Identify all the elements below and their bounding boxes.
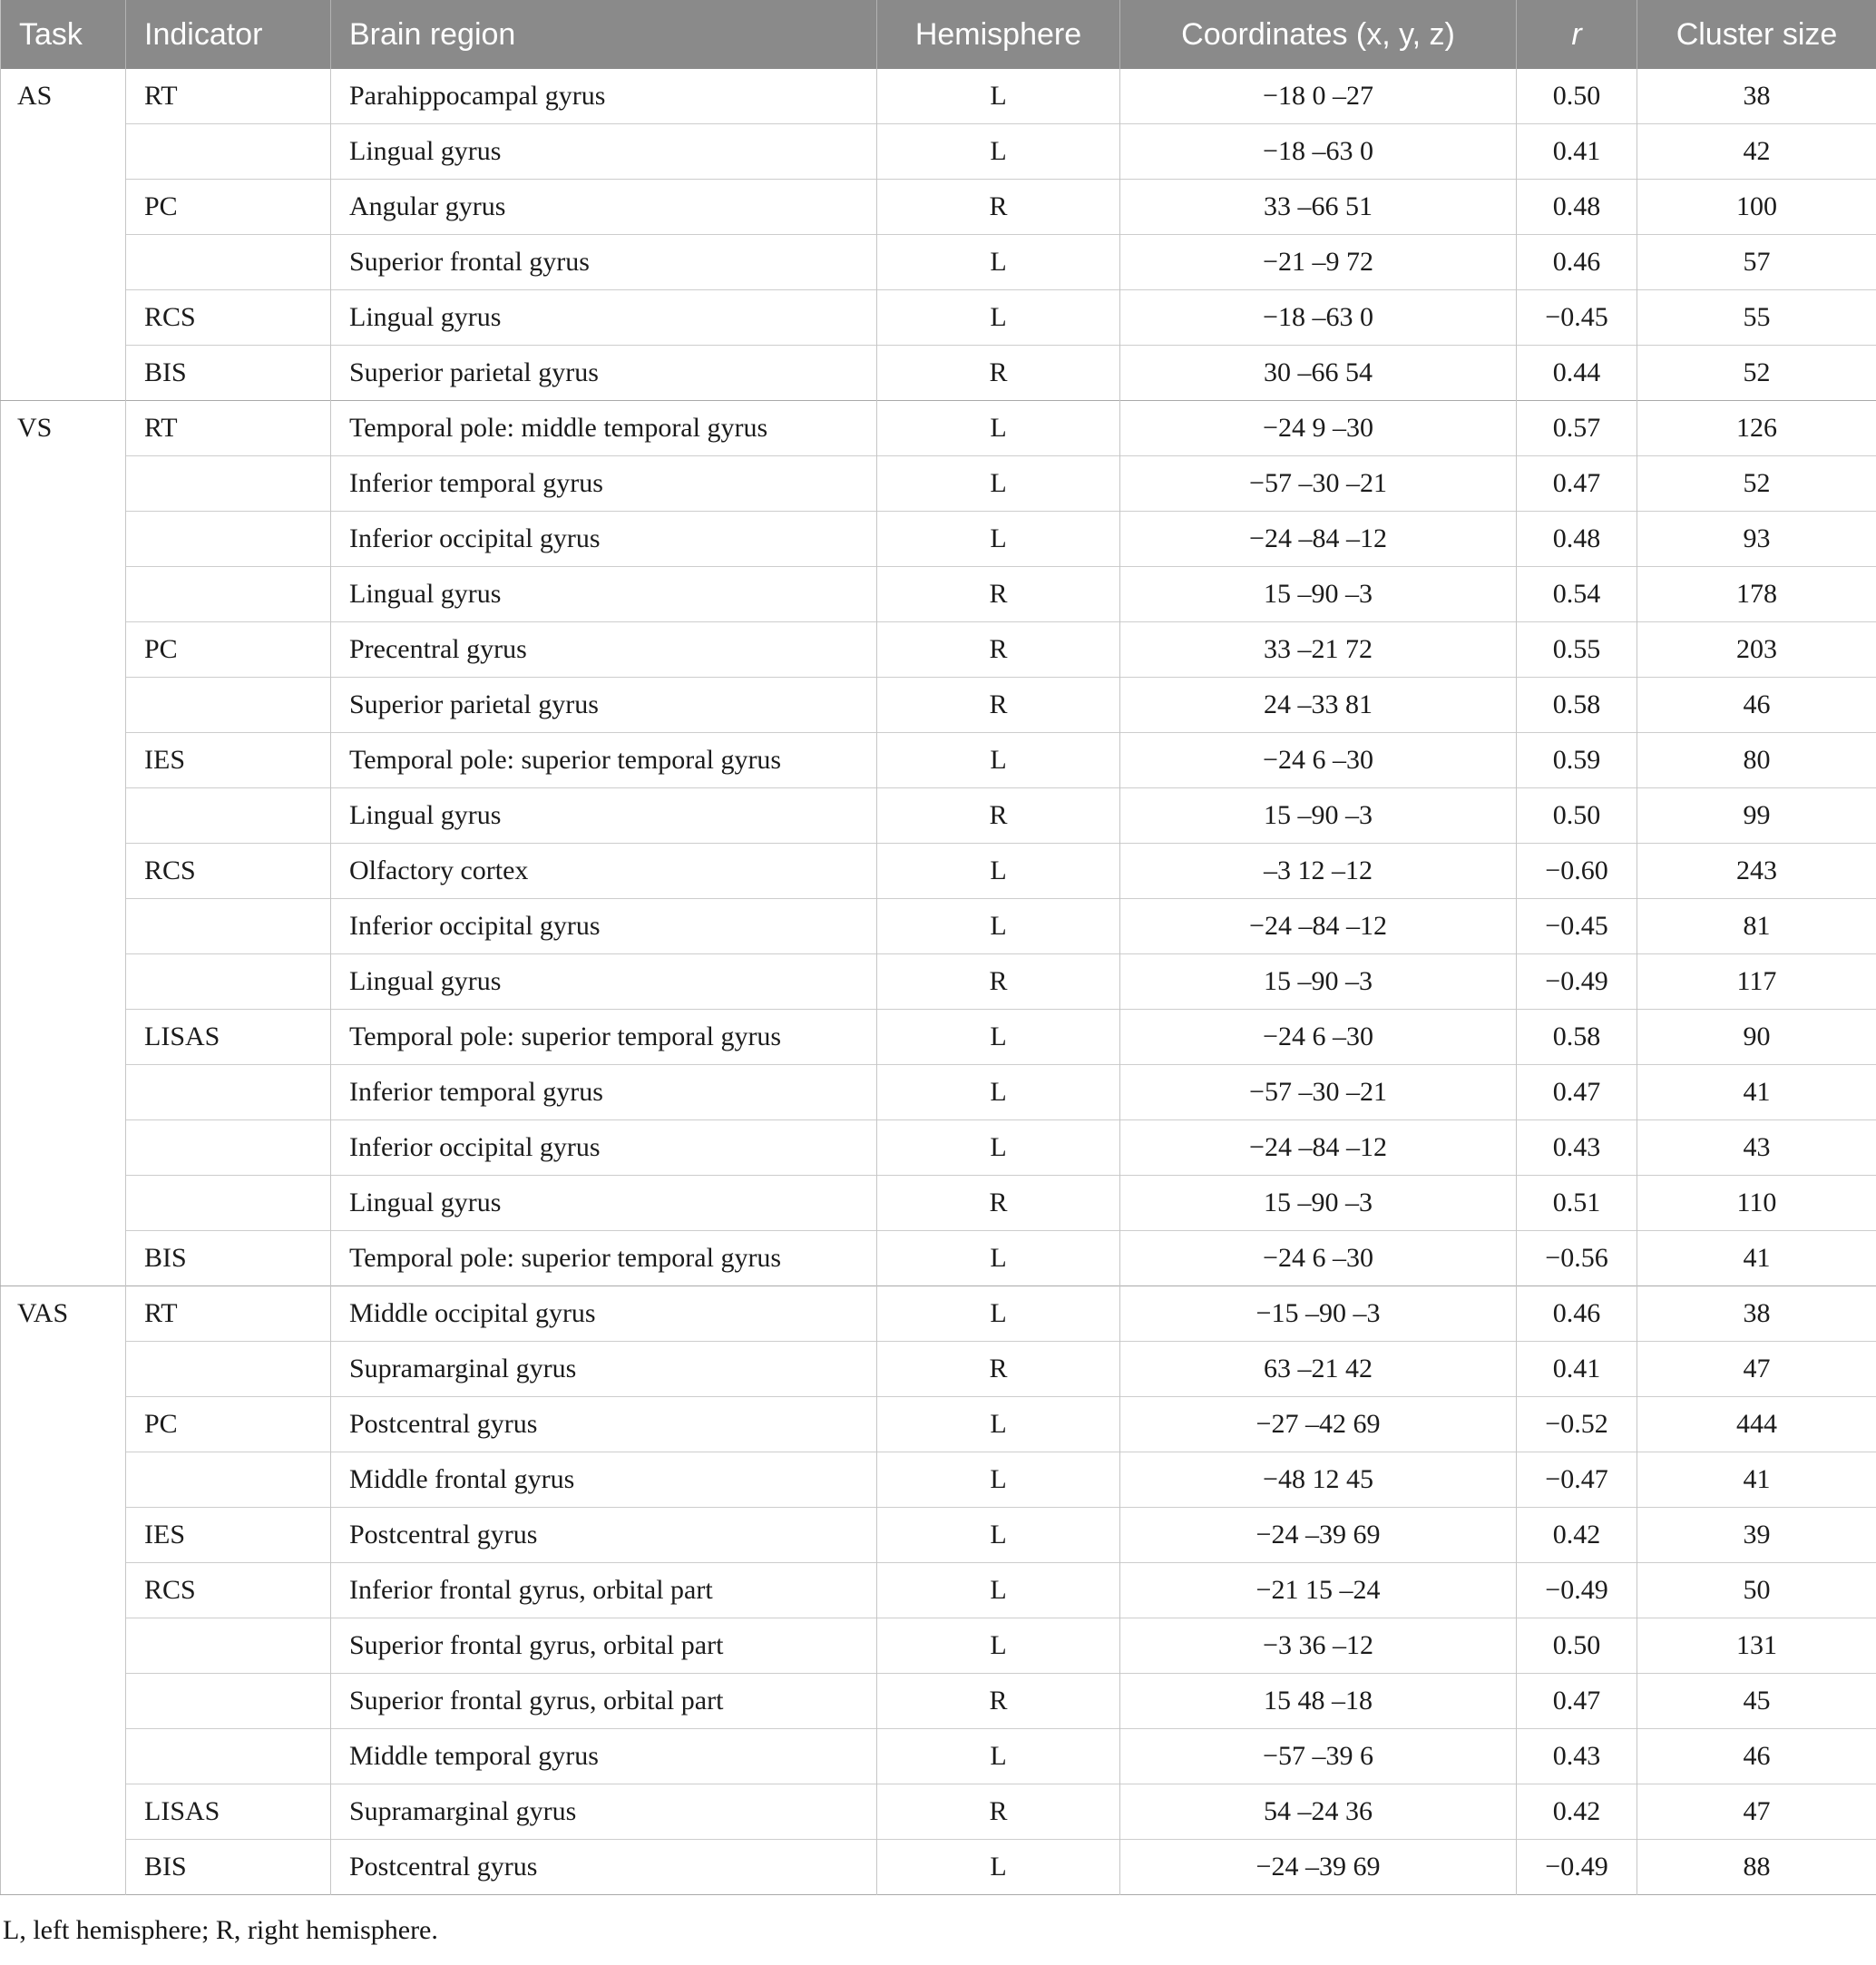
- header-task: Task: [1, 0, 126, 69]
- coordinates-cell: −21 15 –24: [1120, 1563, 1517, 1618]
- coordinates-cell: −24 –84 –12: [1120, 899, 1517, 954]
- table-row: [1, 1397, 1876, 1452]
- cluster-cell: 45: [1637, 1674, 1876, 1729]
- indicator-cell: [126, 1120, 331, 1176]
- coordinates-cell: 15 –90 –3: [1120, 954, 1517, 1010]
- table-row: [1, 1452, 1876, 1508]
- table-row: [1, 1231, 1876, 1286]
- table-row: [1, 124, 1876, 180]
- r-cell: 0.50: [1517, 69, 1637, 124]
- cluster-cell: 88: [1637, 1840, 1876, 1895]
- coordinates-cell: 24 –33 81: [1120, 678, 1517, 733]
- cluster-cell: 46: [1637, 1729, 1876, 1784]
- r-cell: 0.47: [1517, 1674, 1637, 1729]
- r-cell: 0.42: [1517, 1784, 1637, 1840]
- r-cell: 0.47: [1517, 1065, 1637, 1120]
- hemisphere-cell: L: [877, 1840, 1120, 1895]
- indicator-cell: BIS: [126, 1231, 331, 1286]
- indicator-cell: RCS: [126, 290, 331, 346]
- hemisphere-cell: R: [877, 1176, 1120, 1231]
- hemisphere-cell: L: [877, 1452, 1120, 1508]
- region-cell: Lingual gyrus: [331, 290, 877, 346]
- coordinates-cell: 54 –24 36: [1120, 1784, 1517, 1840]
- hemisphere-cell: R: [877, 1674, 1120, 1729]
- hemisphere-cell: R: [877, 1342, 1120, 1397]
- r-cell: 0.47: [1517, 456, 1637, 512]
- hemisphere-cell: R: [877, 180, 1120, 235]
- indicator-cell: [126, 1674, 331, 1729]
- r-cell: −0.49: [1517, 1840, 1637, 1895]
- region-cell: Superior frontal gyrus, orbital part: [331, 1674, 877, 1729]
- indicator-cell: [126, 678, 331, 733]
- hemisphere-cell: L: [877, 1286, 1120, 1342]
- table-row: [1, 512, 1876, 567]
- indicator-cell: PC: [126, 180, 331, 235]
- indicator-cell: IES: [126, 733, 331, 788]
- region-cell: Postcentral gyrus: [331, 1840, 877, 1895]
- coordinates-cell: −15 –90 –3: [1120, 1286, 1517, 1342]
- r-cell: 0.41: [1517, 124, 1637, 180]
- region-cell: Lingual gyrus: [331, 1176, 877, 1231]
- table-row: [1, 954, 1876, 1010]
- table-row: [1, 1729, 1876, 1784]
- region-cell: Olfactory cortex: [331, 844, 877, 899]
- coordinates-cell: –3 12 –12: [1120, 844, 1517, 899]
- table-row: [1, 180, 1876, 235]
- indicator-cell: LISAS: [126, 1784, 331, 1840]
- hemisphere-cell: R: [877, 954, 1120, 1010]
- region-cell: Temporal pole: middle temporal gyrus: [331, 401, 877, 456]
- r-cell: 0.50: [1517, 1618, 1637, 1674]
- header-indicator: Indicator: [126, 0, 331, 69]
- header-hemisphere: Hemisphere: [877, 0, 1120, 69]
- region-cell: Temporal pole: superior temporal gyrus: [331, 1231, 877, 1286]
- region-cell: Inferior occipital gyrus: [331, 899, 877, 954]
- hemisphere-cell: R: [877, 1784, 1120, 1840]
- region-cell: Supramarginal gyrus: [331, 1784, 877, 1840]
- cluster-cell: 203: [1637, 622, 1876, 678]
- hemisphere-cell: R: [877, 622, 1120, 678]
- coordinates-cell: −24 6 –30: [1120, 733, 1517, 788]
- region-cell: Inferior temporal gyrus: [331, 456, 877, 512]
- region-cell: Middle temporal gyrus: [331, 1729, 877, 1784]
- r-cell: 0.58: [1517, 678, 1637, 733]
- table-row: [1, 1176, 1876, 1231]
- coordinates-cell: −57 –30 –21: [1120, 456, 1517, 512]
- cluster-cell: 117: [1637, 954, 1876, 1010]
- hemisphere-cell: L: [877, 69, 1120, 124]
- r-cell: −0.49: [1517, 1563, 1637, 1618]
- r-cell: −0.56: [1517, 1231, 1637, 1286]
- table-row: [1, 622, 1876, 678]
- hemisphere-cell: L: [877, 899, 1120, 954]
- table-row: [1, 1010, 1876, 1065]
- indicator-cell: [126, 124, 331, 180]
- indicator-cell: [126, 1065, 331, 1120]
- coordinates-cell: −24 –39 69: [1120, 1840, 1517, 1895]
- cluster-cell: 47: [1637, 1342, 1876, 1397]
- indicator-cell: [126, 567, 331, 622]
- indicator-cell: RCS: [126, 1563, 331, 1618]
- table-row: [1, 456, 1876, 512]
- r-cell: −0.45: [1517, 899, 1637, 954]
- cluster-cell: 444: [1637, 1397, 1876, 1452]
- cluster-cell: 110: [1637, 1176, 1876, 1231]
- coordinates-cell: 63 –21 42: [1120, 1342, 1517, 1397]
- table-row: [1, 788, 1876, 844]
- region-cell: Inferior occipital gyrus: [331, 512, 877, 567]
- task-cell: VAS: [1, 1286, 126, 1895]
- hemisphere-cell: L: [877, 290, 1120, 346]
- coordinates-cell: 15 –90 –3: [1120, 567, 1517, 622]
- cluster-cell: 178: [1637, 567, 1876, 622]
- table-row: [1, 69, 1876, 124]
- r-cell: −0.49: [1517, 954, 1637, 1010]
- table-row: [1, 1342, 1876, 1397]
- table-row: [1, 1120, 1876, 1176]
- cluster-cell: 42: [1637, 124, 1876, 180]
- indicator-cell: [126, 1452, 331, 1508]
- r-cell: 0.43: [1517, 1120, 1637, 1176]
- cluster-cell: 52: [1637, 346, 1876, 401]
- table-row: [1, 1674, 1876, 1729]
- region-cell: Superior frontal gyrus, orbital part: [331, 1618, 877, 1674]
- region-cell: Postcentral gyrus: [331, 1397, 877, 1452]
- region-cell: Inferior temporal gyrus: [331, 1065, 877, 1120]
- coordinates-cell: 15 –90 –3: [1120, 788, 1517, 844]
- coordinates-cell: −24 –84 –12: [1120, 1120, 1517, 1176]
- coordinates-cell: −57 –30 –21: [1120, 1065, 1517, 1120]
- cluster-cell: 93: [1637, 512, 1876, 567]
- r-cell: 0.48: [1517, 512, 1637, 567]
- table-body: [1, 69, 1876, 1895]
- coordinates-cell: −57 –39 6: [1120, 1729, 1517, 1784]
- region-cell: Temporal pole: superior temporal gyrus: [331, 733, 877, 788]
- indicator-cell: [126, 954, 331, 1010]
- indicator-cell: [126, 456, 331, 512]
- cluster-cell: 55: [1637, 290, 1876, 346]
- hemisphere-cell: L: [877, 733, 1120, 788]
- cluster-cell: 38: [1637, 69, 1876, 124]
- region-cell: Postcentral gyrus: [331, 1508, 877, 1563]
- indicator-cell: LISAS: [126, 1010, 331, 1065]
- r-cell: 0.57: [1517, 401, 1637, 456]
- indicator-cell: RT: [126, 401, 331, 456]
- table-row: [1, 899, 1876, 954]
- cluster-cell: 52: [1637, 456, 1876, 512]
- r-cell: 0.55: [1517, 622, 1637, 678]
- cluster-cell: 243: [1637, 844, 1876, 899]
- indicator-cell: [126, 1729, 331, 1784]
- hemisphere-cell: L: [877, 1729, 1120, 1784]
- cluster-cell: 41: [1637, 1231, 1876, 1286]
- region-cell: Temporal pole: superior temporal gyrus: [331, 1010, 877, 1065]
- cluster-cell: 41: [1637, 1065, 1876, 1120]
- hemisphere-cell: L: [877, 1397, 1120, 1452]
- task-cell: VS: [1, 401, 126, 1286]
- coordinates-cell: −18 0 –27: [1120, 69, 1517, 124]
- table-row: [1, 567, 1876, 622]
- coordinates-cell: −21 –9 72: [1120, 235, 1517, 290]
- table-row: [1, 844, 1876, 899]
- cluster-cell: 38: [1637, 1286, 1876, 1342]
- indicator-cell: PC: [126, 1397, 331, 1452]
- indicator-cell: [126, 1342, 331, 1397]
- r-cell: −0.45: [1517, 290, 1637, 346]
- cluster-cell: 43: [1637, 1120, 1876, 1176]
- indicator-cell: [126, 1176, 331, 1231]
- indicator-cell: [126, 1618, 331, 1674]
- region-cell: Lingual gyrus: [331, 567, 877, 622]
- hemisphere-cell: L: [877, 401, 1120, 456]
- coordinates-cell: −18 –63 0: [1120, 124, 1517, 180]
- cluster-cell: 100: [1637, 180, 1876, 235]
- hemisphere-cell: L: [877, 512, 1120, 567]
- coordinates-cell: 30 –66 54: [1120, 346, 1517, 401]
- coordinates-cell: −24 6 –30: [1120, 1010, 1517, 1065]
- cluster-cell: 46: [1637, 678, 1876, 733]
- header-r: r: [1517, 0, 1637, 69]
- r-cell: 0.46: [1517, 1286, 1637, 1342]
- region-cell: Lingual gyrus: [331, 954, 877, 1010]
- table-row: [1, 1618, 1876, 1674]
- region-cell: Superior frontal gyrus: [331, 235, 877, 290]
- cluster-cell: 131: [1637, 1618, 1876, 1674]
- hemisphere-cell: L: [877, 456, 1120, 512]
- region-cell: Supramarginal gyrus: [331, 1342, 877, 1397]
- indicator-cell: [126, 235, 331, 290]
- coordinates-cell: −48 12 45: [1120, 1452, 1517, 1508]
- cluster-cell: 50: [1637, 1563, 1876, 1618]
- hemisphere-cell: L: [877, 1508, 1120, 1563]
- task-cell: AS: [17, 81, 53, 111]
- r-cell: −0.60: [1517, 844, 1637, 899]
- table-row: [1, 1840, 1876, 1895]
- coordinates-cell: −18 –63 0: [1120, 290, 1517, 346]
- r-cell: 0.54: [1517, 567, 1637, 622]
- table-row: [1, 235, 1876, 290]
- cluster-cell: 80: [1637, 733, 1876, 788]
- coordinates-cell: −24 –39 69: [1120, 1508, 1517, 1563]
- indicator-cell: RT: [126, 1286, 331, 1342]
- region-cell: Inferior frontal gyrus, orbital part: [331, 1563, 877, 1618]
- r-cell: −0.52: [1517, 1397, 1637, 1452]
- region-cell: Middle occipital gyrus: [331, 1286, 877, 1342]
- indicator-cell: [126, 788, 331, 844]
- table-row: [1, 346, 1876, 401]
- coordinates-cell: 15 –90 –3: [1120, 1176, 1517, 1231]
- table-row: [1, 1065, 1876, 1120]
- region-cell: Inferior occipital gyrus: [331, 1120, 877, 1176]
- table-row: [1, 290, 1876, 346]
- indicator-cell: BIS: [126, 1840, 331, 1895]
- hemisphere-cell: L: [877, 1231, 1120, 1286]
- r-cell: 0.41: [1517, 1342, 1637, 1397]
- cluster-cell: 47: [1637, 1784, 1876, 1840]
- r-cell: 0.50: [1517, 788, 1637, 844]
- coordinates-cell: 33 –66 51: [1120, 180, 1517, 235]
- header-coordinates: Coordinates (x, y, z): [1120, 0, 1517, 69]
- hemisphere-cell: L: [877, 1120, 1120, 1176]
- table-footnote: L, left hemisphere; R, right hemisphere.: [3, 1915, 438, 1945]
- table-row: [1, 1286, 1876, 1342]
- region-cell: Middle frontal gyrus: [331, 1452, 877, 1508]
- cluster-cell: 39: [1637, 1508, 1876, 1563]
- coordinates-cell: −27 –42 69: [1120, 1397, 1517, 1452]
- table-header: [1, 0, 1876, 69]
- coordinates-cell: −24 –84 –12: [1120, 512, 1517, 567]
- region-cell: Lingual gyrus: [331, 788, 877, 844]
- r-cell: 0.51: [1517, 1176, 1637, 1231]
- r-cell: −0.47: [1517, 1452, 1637, 1508]
- indicator-cell: PC: [126, 622, 331, 678]
- coordinates-cell: −24 6 –30: [1120, 1231, 1517, 1286]
- r-cell: 0.59: [1517, 733, 1637, 788]
- indicator-cell: [126, 899, 331, 954]
- cluster-cell: 90: [1637, 1010, 1876, 1065]
- header-region: Brain region: [331, 0, 877, 69]
- hemisphere-cell: L: [877, 1010, 1120, 1065]
- table-row: [1, 1784, 1876, 1840]
- cluster-cell: 126: [1637, 401, 1876, 456]
- region-cell: Parahippocampal gyrus: [331, 69, 877, 124]
- cluster-cell: 57: [1637, 235, 1876, 290]
- coordinates-cell: 33 –21 72: [1120, 622, 1517, 678]
- region-cell: Superior parietal gyrus: [331, 678, 877, 733]
- table-row: [1, 1563, 1876, 1618]
- hemisphere-cell: R: [877, 567, 1120, 622]
- cluster-cell: 41: [1637, 1452, 1876, 1508]
- region-cell: Precentral gyrus: [331, 622, 877, 678]
- r-cell: 0.46: [1517, 235, 1637, 290]
- cluster-cell: 81: [1637, 899, 1876, 954]
- hemisphere-cell: R: [877, 346, 1120, 401]
- region-cell: Superior parietal gyrus: [331, 346, 877, 401]
- table-row: [1, 401, 1876, 456]
- r-cell: 0.48: [1517, 180, 1637, 235]
- indicator-cell: [126, 512, 331, 567]
- hemisphere-cell: R: [877, 678, 1120, 733]
- indicator-cell: IES: [126, 1508, 331, 1563]
- table-row: [1, 1508, 1876, 1563]
- table-row: [1, 678, 1876, 733]
- r-cell: 0.42: [1517, 1508, 1637, 1563]
- region-cell: Angular gyrus: [331, 180, 877, 235]
- region-cell: Lingual gyrus: [331, 124, 877, 180]
- r-cell: 0.43: [1517, 1729, 1637, 1784]
- hemisphere-cell: L: [877, 1618, 1120, 1674]
- hemisphere-cell: L: [877, 844, 1120, 899]
- hemisphere-cell: L: [877, 235, 1120, 290]
- indicator-cell: BIS: [126, 346, 331, 401]
- hemisphere-cell: L: [877, 1563, 1120, 1618]
- coordinates-cell: −3 36 –12: [1120, 1618, 1517, 1674]
- indicator-cell: RCS: [126, 844, 331, 899]
- header-row: [1, 0, 1876, 69]
- hemisphere-cell: L: [877, 1065, 1120, 1120]
- r-cell: 0.44: [1517, 346, 1637, 401]
- hemisphere-cell: R: [877, 788, 1120, 844]
- cluster-cell: 99: [1637, 788, 1876, 844]
- table-row: [1, 733, 1876, 788]
- header-cluster: Cluster size: [1637, 0, 1876, 69]
- r-cell: 0.58: [1517, 1010, 1637, 1065]
- coordinates-cell: 15 48 –18: [1120, 1674, 1517, 1729]
- coordinates-cell: −24 9 –30: [1120, 401, 1517, 456]
- indicator-cell: RT: [126, 69, 331, 124]
- hemisphere-cell: L: [877, 124, 1120, 180]
